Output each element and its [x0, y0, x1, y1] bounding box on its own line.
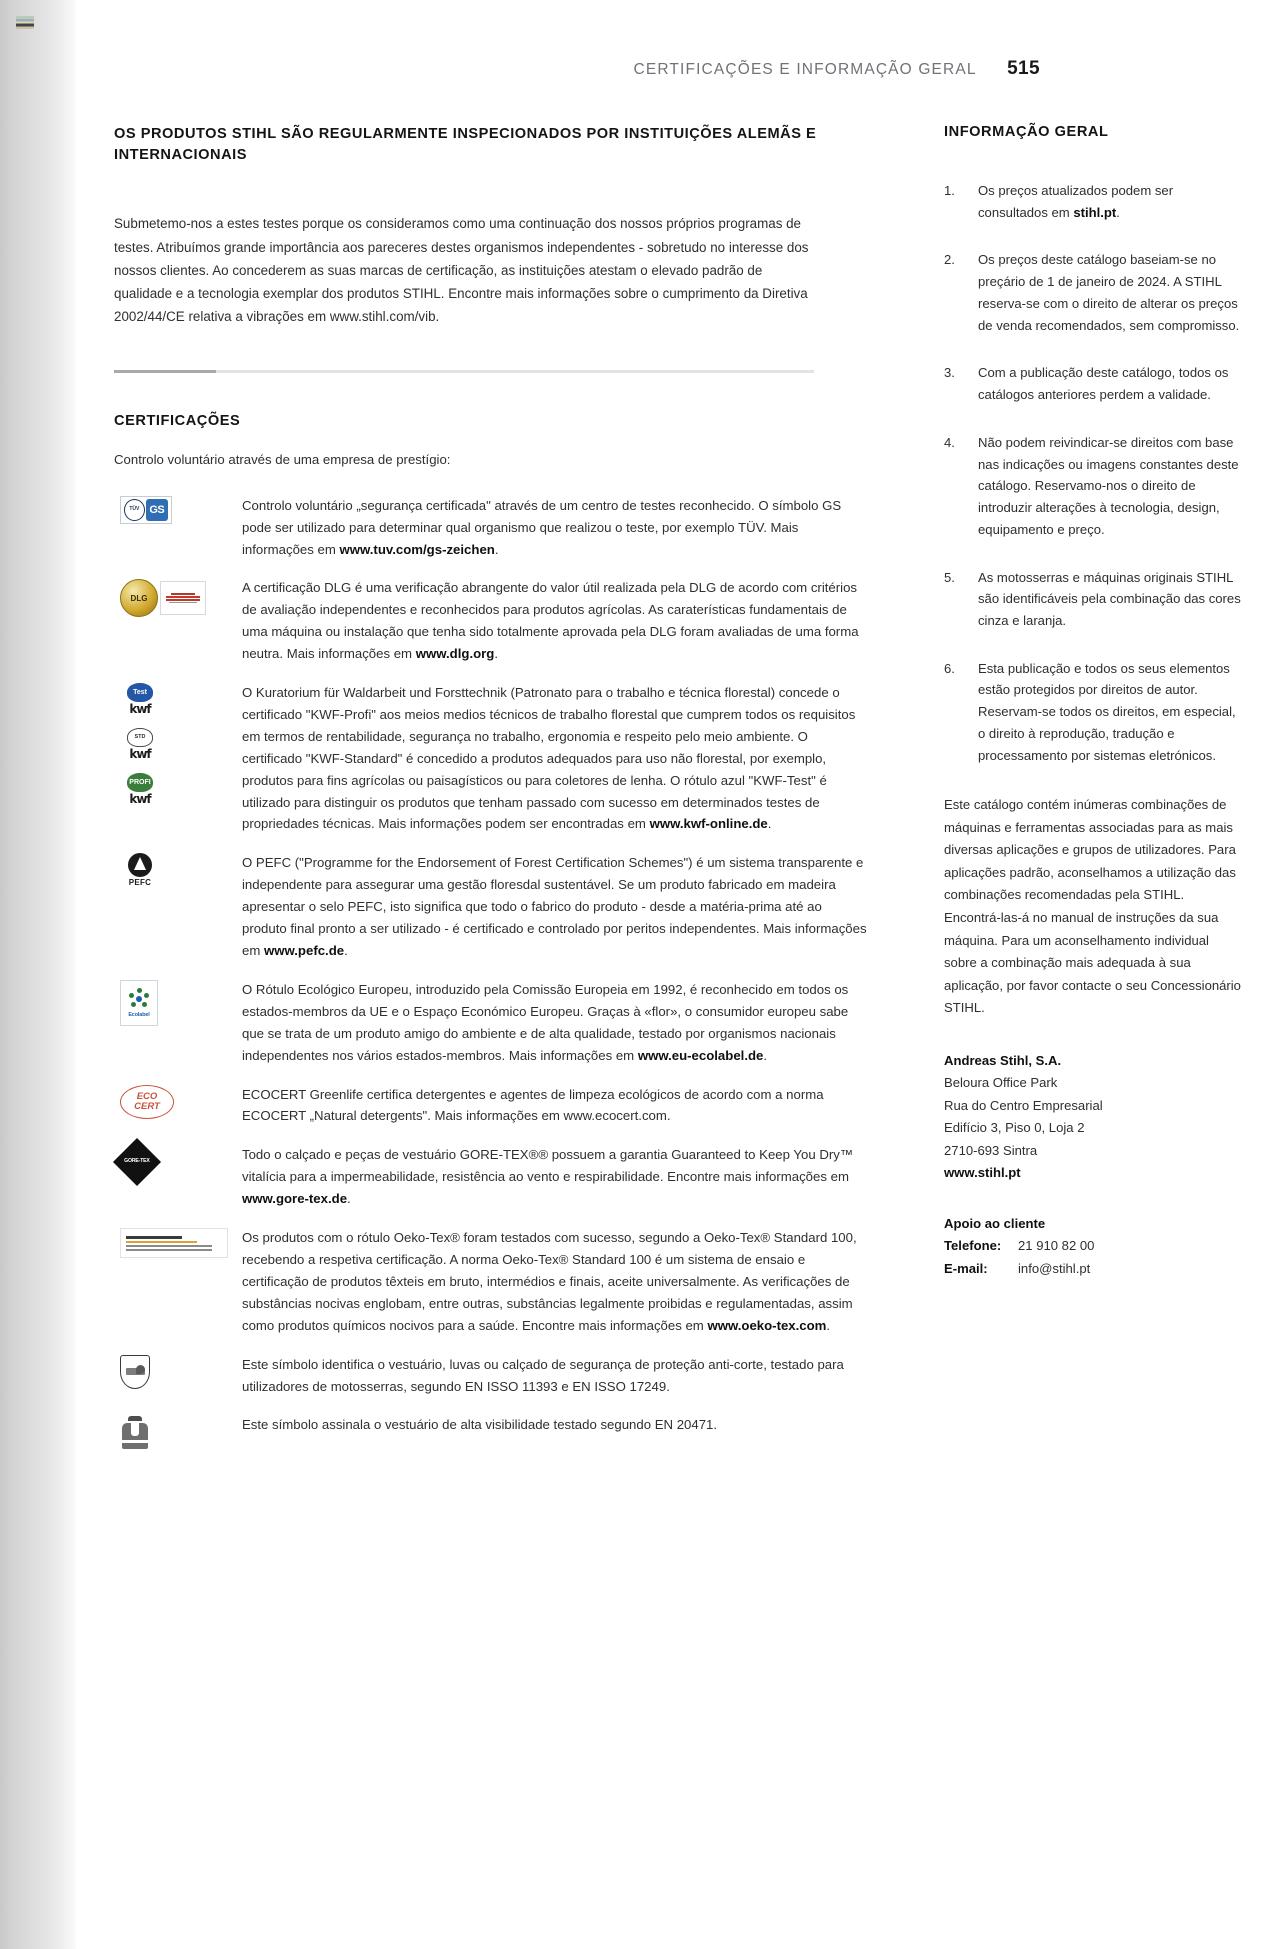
certification-link[interactable]: www.eu-ecolabel.de: [637, 1047, 764, 1063]
general-info-item-number: 5.: [944, 569, 955, 585]
certification-logo: [114, 494, 242, 528]
support-email-value[interactable]: info@stihl.pt: [1018, 1260, 1091, 1276]
general-info-item-number: 6.: [944, 660, 955, 676]
certification-row: [114, 1143, 874, 1210]
certification-link[interactable]: www.gore-tex.de: [242, 1191, 348, 1207]
support-phone-value[interactable]: 21 910 82 00: [1018, 1238, 1095, 1254]
certification-link[interactable]: www.kwf-online.de: [649, 816, 768, 832]
oeko-tex-logo: [120, 1228, 228, 1258]
general-info-heading: INFORMAÇÃO GERAL: [944, 124, 1109, 140]
page-number: 515: [1007, 58, 1040, 79]
certification-logo: [114, 1413, 242, 1449]
general-info-item-number: 1.: [944, 183, 955, 198]
general-info-item-number: 4.: [944, 434, 955, 450]
certification-logo: [114, 576, 242, 618]
kwf-test-icon: Test kwf: [120, 683, 160, 715]
customer-support-title: Apoio ao cliente: [944, 1215, 1046, 1231]
color-calibration-mark-icon: [16, 16, 34, 29]
running-head-title: CERTIFICAÇÕES E INFORMAÇÃO GERAL: [633, 61, 977, 78]
general-info-list: [944, 180, 1244, 766]
gs-mark-icon: GS: [146, 499, 168, 521]
certification-row: [114, 494, 874, 561]
high-visibility-vest-icon: [120, 1415, 150, 1449]
eu-ecolabel-logo: Ecolabel: [120, 980, 158, 1026]
eu-flower-icon: [128, 988, 150, 1010]
section-divider: [114, 370, 814, 373]
kwf-logo: [120, 683, 160, 805]
chainsaw-protection-shield-icon: [120, 1355, 150, 1389]
certification-description: ECOCERT Greenlife certifica detergentes e agentes de limpeza ecológicos de acordo com a norma ECOCERT „Natural detergents". Mais informações em www.ecocert.com.: [242, 1086, 824, 1124]
general-info-link[interactable]: stihl.pt: [1073, 204, 1117, 220]
certifications-heading: CERTIFICAÇÕES: [114, 413, 241, 430]
certification-row: [114, 1353, 874, 1398]
certification-logo: [114, 1353, 242, 1389]
certification-link[interactable]: www.oeko-tex.com: [707, 1317, 827, 1333]
general-info-item: 3. Com a publicação deste catálogo, todos os catálogos anteriores perdem a validade.: [944, 362, 1244, 405]
general-info-item-number: 3.: [944, 365, 955, 381]
general-info-item: 1. Os preços atualizados podem ser consultados em stihl.pt.: [944, 180, 1244, 223]
certification-description: Todo o calçado e peças de vestuário GORE-TEX®® possuem a garantia Guaranteed to Keep You Dry™ vitalícia para a impermeabilidade, resistência ao vento e respirabilidade. Encontre mais informações em www.gore-tex.de.: [242, 1147, 854, 1207]
certification-row: [114, 851, 874, 962]
kwf-std-icon: STD kwf: [120, 728, 160, 760]
certification-row: [114, 681, 874, 835]
right-column: [944, 124, 1244, 1280]
address-line-1: Beloura Office Park: [944, 1075, 1058, 1091]
certification-row: [114, 1226, 874, 1337]
certification-logo: [114, 1143, 242, 1179]
support-email-row: [944, 1258, 1244, 1281]
dlg-seal-icon: DLG: [120, 579, 158, 617]
address-line-4: 2710-693 Sintra: [944, 1142, 1038, 1158]
certification-list: [114, 494, 874, 1450]
certification-description: A certificação DLG é uma verificação abrangente do valor útil realizada pela DLG de acordo com critérios de avaliação independentes e reconhecidos para produtos agrícolas. As caraterísticas fundamentais de uma máquina ou instalação que tenha sido totalmente aprovada pela DLG foram avaliadas de uma forma neutra. Mais informações em www.dlg.org.: [242, 580, 859, 662]
page-title: OS PRODUTOS STIHL SÃO REGULARMENTE INSPECIONADOS POR INSTITUIÇÕES ALEMÃS E INTERNACIONAIS: [114, 126, 817, 164]
binding-gutter: [0, 0, 76, 1949]
running-head: [76, 58, 1280, 80]
general-info-item: 6. Esta publicação e todos os seus elementos estão protegidos por direitos de autor. Reservam-se todos os direitos, em especial, o direito à reprodução, tradução e processamento por sistemas eletrónicos.: [944, 658, 1244, 767]
certification-link[interactable]: www.tuv.com/gs-zeichen: [339, 541, 495, 557]
certification-link[interactable]: www.pefc.de: [263, 943, 345, 958]
support-email-label: E-mail:: [944, 1260, 988, 1276]
certification-logo: [114, 681, 242, 805]
gore-tex-logo: GORE-TEX: [113, 1138, 161, 1186]
company-name: Andreas Stihl, S.A.: [944, 1052, 1062, 1068]
dlg-logo: [120, 578, 206, 618]
certification-link[interactable]: www.dlg.org: [415, 646, 495, 662]
company-address: [944, 1050, 1244, 1185]
certification-description: O Kuratorium für Waldarbeit und Forsttechnik (Patronato para o trabalho e técnica florestal) concede o certificado "KWF-Profi" aos meios medios técnicos de trabalho florestal que cumprem todos os requisitos em termos de rentabilidade, segurança no trabalho, ergonomia e respeito pelo meio ambiente. O certificado "KWF-Standard" é concedido a produtos adequados para uso não florestal, por exemplo, produtos para fins agrícolas ou paisagísticos ou para coletores de lenha. O rótulo azul "KWF-Test" é utilizado para distinguir os produtos que tenham passado com sucesso em determinados testes de propriedades técnicas. Mais informações podem ser encontradas em www.kwf-online.de.: [242, 685, 856, 832]
kwf-prof-icon: PROFI kwf: [120, 773, 160, 805]
certification-logo: [114, 851, 242, 887]
certification-description: Este símbolo assinala o vestuário de alta visibilidade testado segundo EN 20471.: [242, 1417, 718, 1433]
tuv-mark-icon: TÜV: [124, 499, 145, 521]
pefc-logo: PEFC: [120, 853, 160, 887]
dlg-plate-icon: [160, 581, 206, 615]
certification-description: O Rótulo Ecológico Europeu, introduzido pela Comissão Europeia em 1992, é reconhecido em todos os estados-membros da UE e o Espaço Económico Europeu. Graças à «flor», o consumidor europeu sabe que se trata de um produto amigo do ambiente e de alta qualidade, testado por organismos nacionais independentes nos vários estados-membros. Mais informações em www.eu-ecolabel.de.: [242, 981, 849, 1063]
certifications-lead: Controlo voluntário através de uma empresa de prestígio:: [114, 452, 451, 468]
general-info-item: 4. Não podem reivindicar-se direitos com base nas indicações ou imagens constantes deste catálogo. Reservamo-nos o direito de introduzir alterações à tecnologia, design, equipamento e preço.: [944, 432, 1244, 541]
certification-row: [114, 978, 874, 1067]
certification-row: [114, 1413, 874, 1449]
certification-row: [114, 1083, 874, 1128]
address-line-3: Edifício 3, Piso 0, Loja 2: [944, 1120, 1085, 1136]
company-website[interactable]: www.stihl.pt: [944, 1165, 1021, 1181]
support-phone-label: Telefone:: [944, 1238, 1002, 1254]
intro-paragraph: Submetemo-nos a estes testes porque os consideramos como uma continuação dos nossos próprios programas de testes. Atribuímos grande importância aos pareceres destes organismos independentes - sobretudo no interesse dos nossos clientes. Ao concederem as suas marcas de certificação, as instituições atestam o elevado padrão de qualidade e a tecnologia exemplar dos produtos STIHL. Encontre mais informações sobre o cumprimento da Diretiva 2002/44/CE relativa a vibrações em www.stihl.com/vib.: [114, 216, 809, 325]
support-phone-row: [944, 1235, 1244, 1258]
left-column: [114, 124, 874, 1465]
certification-logo: [114, 978, 242, 1026]
ecocert-logo: ECO CERT: [120, 1085, 174, 1119]
address-line-2: Rua do Centro Empresarial: [944, 1097, 1103, 1113]
tuv-gs-logo: [120, 496, 172, 524]
page-canvas: [76, 0, 1280, 1949]
certification-description: O PEFC ("Programme for the Endorsement of Forest Certification Schemes") é um sistema transparente e independente para assegurar uma gestão floresdal sustentável. Se um produto fabricado em madeira apresentar o selo PEFC, isto significa que todo o fabrico do produto - desde a matéria-prima até ao produto final pronto a ser utilizado - é certificado e controlado por peritos independentes. Mais informações em www.pefc.de.: [242, 855, 867, 958]
pefc-tree-icon: [128, 853, 152, 877]
certification-logo: [114, 1226, 242, 1260]
general-info-closing-paragraph: Este catálogo contém inúmeras combinações de máquinas e ferramentas associadas para as mais diversas aplicações e grupos de utilizadores. Para aplicações padrão, aconselhamos a utilização das combinações recomendadas pela STIHL. Encontrá-las-á no manual de instruções da sua máquina. Para um aconselhamento individual sobre a combinação mais adequada à sua aplicação, por favor contacte o seu Concessionário STIHL.: [944, 797, 1241, 1016]
certification-row: [114, 576, 874, 665]
general-info-item: 5. As motosserras e máquinas originais STIHL são identificáveis pela combinação das cores cinza e laranja.: [944, 567, 1244, 632]
certification-description: Controlo voluntário „segurança certificada" através de um centro de testes reconhecido. O símbolo GS pode ser utilizado para determinar qual organismo que realizou o teste, por exemplo TÜV. Mais informações em www.tuv.com/gs-zeichen.: [242, 497, 842, 557]
customer-support-block: [944, 1213, 1244, 1281]
general-info-item-number: 2.: [944, 252, 955, 268]
certification-description: Os produtos com o rótulo Oeko-Tex® foram testados com sucesso, segundo a Oeko-Tex® Standard 100, recebendo a respetiva certificação. A norma Oeko-Tex® Standard 100 é um sistema de ensaio e certificação de produtos têxteis em bruto, intermédios e finais, aceite universalmente. As verificações de substâncias nocivas englobam, entre outras, substâncias legalmente proibidas e regulamentadas, assim como produtos químicos nocivos para a saúde. Encontre mais informações em www.oeko-tex.com.: [242, 1230, 857, 1333]
general-info-item: 2. Os preços deste catálogo baseiam-se no preçário de 1 de janeiro de 2024. A STIHL reserva-se com o direito de alterar os preços de venda recomendados, sem compromisso.: [944, 249, 1244, 336]
certification-logo: [114, 1083, 242, 1119]
certification-description: Este símbolo identifica o vestuário, luvas ou calçado de segurança de proteção anti-corte, testado para utilizadores de motosserras, segundo EN ISSO 11393 e EN ISSO 17249.: [242, 1356, 844, 1394]
